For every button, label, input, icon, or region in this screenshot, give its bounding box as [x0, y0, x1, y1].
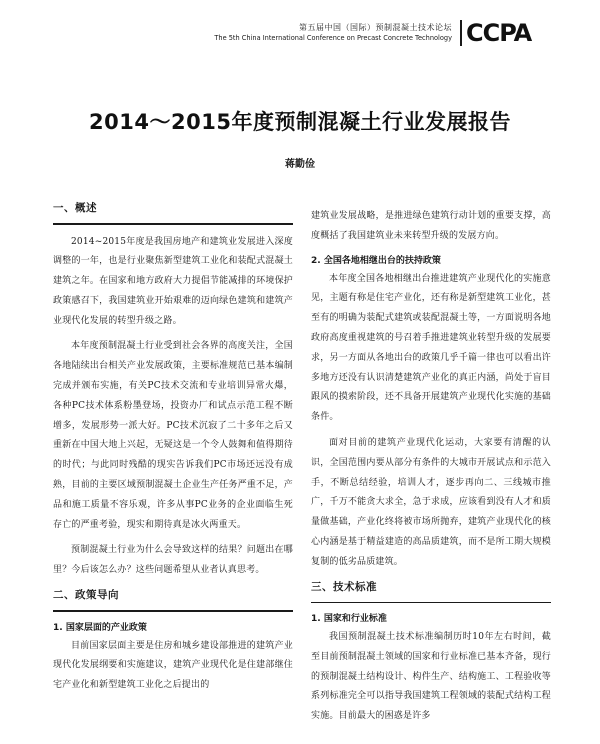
section-standards [311, 579, 551, 604]
paragraph-overview-3: 预制混凝土行业为什么会导致这样的结果？问题出在哪里？今后该怎么办？这些问题希望从业者认真思考。 [53, 545, 293, 576]
left-column [53, 200, 293, 737]
paragraph-overview-1: 2014~2015年度是我国房地产和建筑业发展进入深度调整的一年，也是行业聚焦新型建筑工业化和装配式混凝土建筑之年。在国家和地方政府大力提倡节能减排的环境保护政策感召下，我国建筑业开始艰难的迈向绿色建筑和建筑产业现代化发展的转型升级之路。 [53, 236, 293, 326]
paragraph-national-standards: 我国预制混凝土技术标准编制历时10年左右时间，截至目前预制混凝土领域的国家和行业标准已基本齐备，现行的预制混凝土结构设计、构件生产、结构施工、工程验收等系列标准完全可以指导我国建筑工程领域的装配式结构工程实施。目前最大的困惑是许多 [311, 632, 551, 722]
conference-name-en: The 5th China International Conference on Precast Concrete Technology [214, 34, 452, 42]
section-rule [311, 602, 551, 604]
header-divider [460, 20, 462, 46]
section-rule [53, 223, 293, 225]
paragraph-overview-2: 本年度预制混凝土行业受到社会各界的高度关注，全国各地陆续出台相关产业发展政策，主要标准规范已基本编制完成并颁布实施，有关PC技术交流和专业培训异常火爆，各种PC技术体系粉墨登场，投资办厂和试点示范工程不断增多，发展形势一派大好。PC技术沉寂了二十多年之后又重新在中国大地上兴起，无疑这是一个令人鼓舞和值得期待的时代；与此同时残酷的现实告诉我们PC市场还远没有成熟，目前的主要区域预制混凝土企业生产任务严重不足，产品和施工质量不容乐观，许多从事PC业务的企业面临生死存亡的严重考验，现实和期待真是冰火两重天。 [53, 341, 293, 530]
right-column [311, 207, 551, 744]
paragraph-local-policy-1: 本年度全国各地相继出台推进建筑产业现代化的实施意见，主题有称是住宅产业化，还有称是新型建筑工业化，甚至有的明确为装配式建筑或装配混凝土等，一方面说明各地政府高度重视建筑的号召着手推进建筑业转型升级的发展要求，另一方面从各地出台的政策几乎千篇一律也可以看出许多地方还没有认识清楚建筑产业化的真正内涵，尚处于盲目跟风的摸索阶段，还不具备开展建筑产业现代化实施的基础条件。 [311, 273, 551, 423]
paper-title: 2014～2015年度预制混凝土行业发展报告 [89, 110, 511, 135]
section-policy [53, 587, 293, 612]
section-heading-overview: 一、概述 [53, 202, 97, 214]
section-rule [53, 610, 293, 612]
conference-name-cn: 第五届中国（国际）预制混凝土技术论坛 [299, 23, 452, 32]
paragraph-national-policy: 目前国家层面主要是住房和城乡建设部推进的建筑产业现代化发展纲要和实施建议，建筑产业现代化是住建部继住宅产业化和新型建筑工业化之后提出的 [53, 640, 293, 691]
conference-name [214, 22, 452, 43]
section-heading-standards: 三、技术标准 [311, 580, 377, 593]
ccpa-logo: CCPA [466, 19, 532, 47]
conference-header [190, 18, 570, 52]
subheading-local-policy: 2. 全国各地相继出台的扶持政策 [311, 255, 441, 266]
subheading-national-standards: 1. 国家和行业标准 [311, 614, 387, 625]
author-name: 蒋勤俭 [285, 159, 315, 170]
paragraph-local-policy-2: 面对目前的建筑产业现代化运动，大家要有清醒的认识，全国范围内要从部分有条件的大城市开展试点和示范入手，不断总结经验，培训人才，逐步再向二、三线城市推广，千万不能贪大求全，急于求成，应该看到没有人才和质量做基础，产业化终将被市场所抛弃，建筑产业现代化的核心内涵是基于精益建造的高品质建筑，而不是所工期大规模复制的低劣品质建筑。 [311, 437, 551, 567]
paragraph-national-policy-cont: 建筑业发展战略，是推进绿色建筑行动计划的重要支撑，高度概括了我国建筑业未来转型升级的发展方向。 [311, 211, 551, 241]
section-overview [53, 200, 293, 225]
section-heading-policy: 二、政策导向 [53, 589, 119, 602]
subheading-national-policy: 1. 国家层面的产业政策 [53, 622, 147, 633]
